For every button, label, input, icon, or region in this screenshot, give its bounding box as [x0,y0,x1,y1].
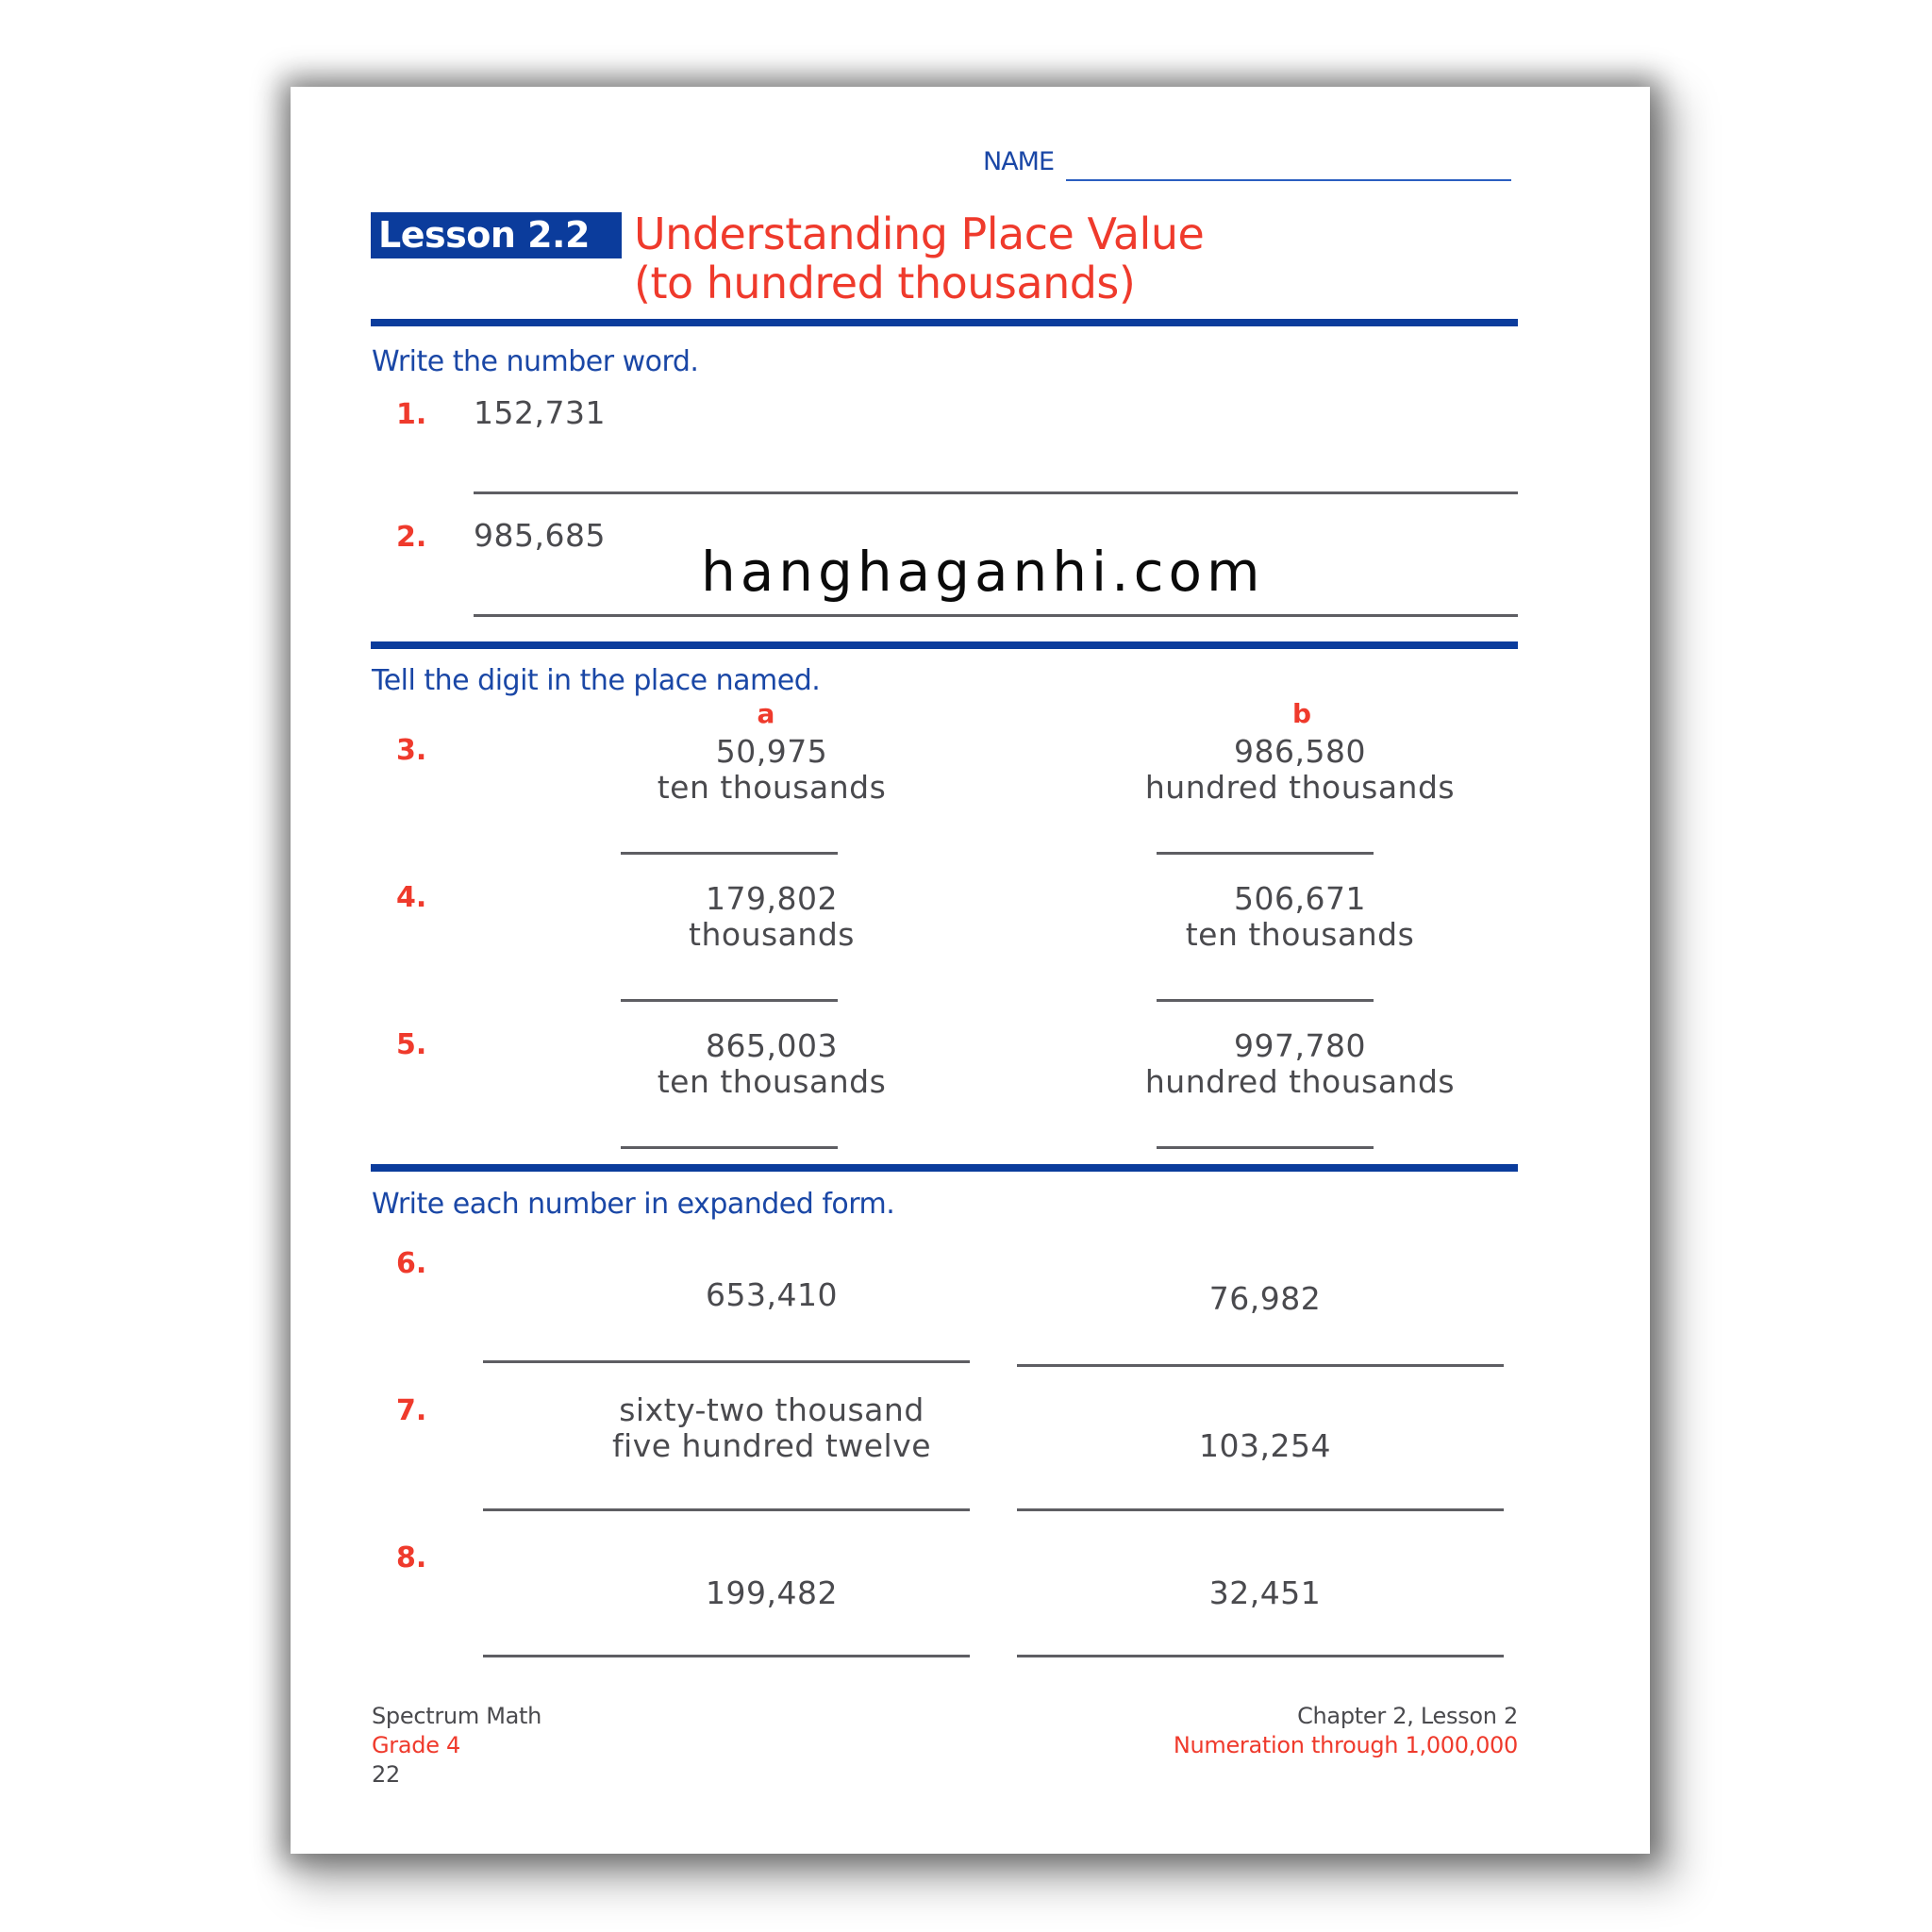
column-label-a: a [757,698,775,729]
item-5b [1111,1028,1489,1100]
answer-line[interactable] [483,1360,970,1363]
item-5a [630,1028,913,1100]
item-value: 865,003 [706,1027,838,1064]
section-heading-number-word: Write the number word. [372,345,699,378]
footer-chapter: Chapter 2, Lesson 2 [1297,1703,1518,1729]
answer-line[interactable] [1017,1655,1504,1657]
item-number: 8. [396,1541,427,1574]
page-number: 22 [372,1761,400,1788]
item-number: 3. [396,734,427,767]
answer-line[interactable] [1157,1146,1374,1149]
lesson-title: Understanding Place Value [634,208,1205,259]
item-number: 6. [396,1247,427,1280]
section-heading-expanded-form: Write each number in expanded form. [372,1188,895,1221]
section-divider [371,641,1518,649]
answer-line[interactable] [1017,1364,1504,1367]
answer-line[interactable] [483,1508,970,1511]
section-divider [371,1164,1518,1172]
answer-line[interactable] [1157,852,1374,855]
section-divider [371,319,1518,326]
item-value-line1: sixty-two thousand [619,1391,924,1428]
item-value: 997,780 [1234,1027,1366,1064]
footer-series: Spectrum Math [372,1703,542,1729]
item-value: 199,482 [706,1574,838,1611]
item-value: 506,671 [1234,880,1366,917]
item-value: 152,731 [474,394,606,431]
name-label: NAME [983,147,1055,176]
lesson-badge: Lesson 2.2 [371,212,622,258]
watermark: hanghaganhi.com [701,540,1265,604]
item-place: ten thousands [1185,916,1415,953]
item-4b [1111,881,1489,953]
item-number: 1. [396,398,427,431]
item-number: 7. [396,1394,427,1427]
answer-line[interactable] [474,614,1518,617]
item-value: 653,410 [706,1276,838,1313]
column-label-b: b [1291,698,1312,729]
item-value: 179,802 [706,880,838,917]
item-7a [583,1392,960,1464]
worksheet-page [291,87,1650,1854]
lesson-subtitle: (to hundred thousands) [634,258,1136,308]
item-place: hundred thousands [1144,769,1456,806]
answer-line[interactable] [483,1655,970,1657]
item-value: 986,580 [1234,733,1366,770]
item-place: thousands [689,916,855,953]
answer-line[interactable] [1017,1508,1504,1511]
answer-line[interactable] [474,491,1518,494]
item-3b [1111,734,1489,806]
answer-line[interactable] [621,852,838,855]
footer-right [1174,1702,1518,1760]
item-value: 50,975 [715,733,828,770]
section-heading-place-digit: Tell the digit in the place named. [372,664,821,697]
footer-grade: Grade 4 [372,1732,460,1758]
item-number: 5. [396,1028,427,1061]
footer-left [372,1702,541,1790]
item-number: 4. [396,881,427,914]
item-place: hundred thousands [1144,1063,1456,1100]
item-value-line2: five hundred twelve [611,1427,932,1464]
item-value: 32,451 [1208,1574,1322,1611]
footer-topic: Numeration through 1,000,000 [1173,1732,1518,1758]
answer-line[interactable] [621,1146,838,1149]
answer-line[interactable] [1157,999,1374,1002]
item-place: ten thousands [657,1063,887,1100]
item-3a [630,734,913,806]
name-input-line[interactable] [1066,179,1511,181]
item-value: 76,982 [1208,1280,1322,1317]
answer-line[interactable] [621,999,838,1002]
item-value: 985,685 [474,517,606,554]
item-value: 103,254 [1199,1427,1331,1464]
item-4a [630,881,913,953]
item-place: ten thousands [657,769,887,806]
item-number: 2. [396,521,427,554]
